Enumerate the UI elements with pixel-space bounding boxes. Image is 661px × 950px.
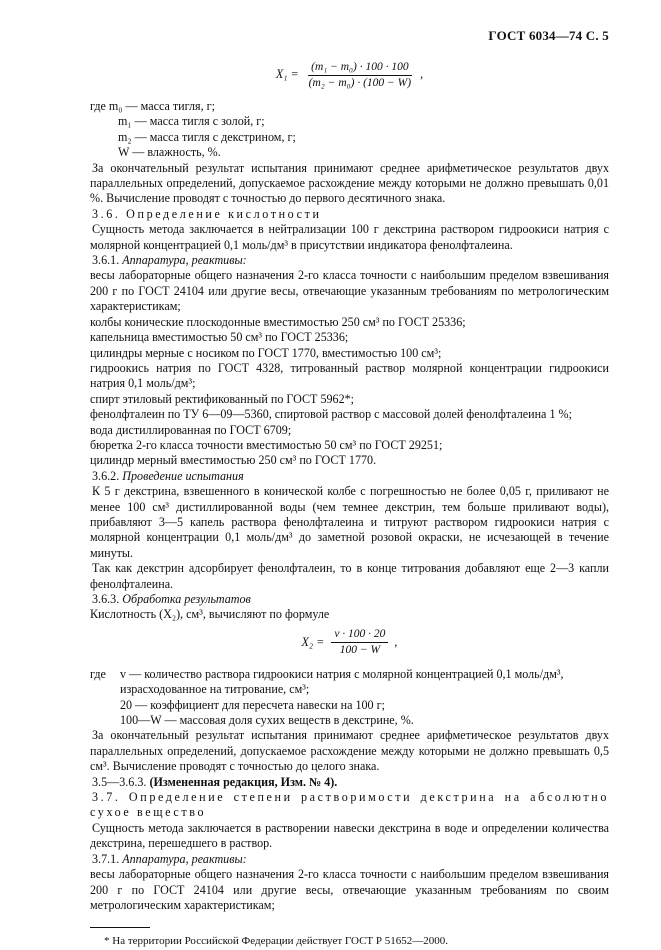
subsection-title: Аппаратура, реактивы:: [122, 851, 247, 866]
subsection-title: Проведение испытания: [122, 468, 244, 483]
formula-ash: [90, 57, 609, 93]
list-item: бюретка 2-го класса точности вместимостью 50 см³ по ГОСТ 29251;: [90, 437, 443, 452]
formula-acidity: [90, 625, 609, 661]
definition-label: где: [90, 666, 106, 681]
formula-tail: ,: [420, 67, 424, 82]
definition-text: v — количество раствора гидроокиси натрия с молярной концентрацией 0,1 моль/дм³, израсходованное на титрование, см³;: [120, 666, 564, 697]
definition-line: m₂ — масса тигля с декстрином, г;: [118, 129, 296, 144]
definition-line: W — влажность, %.: [118, 145, 221, 160]
amendment-text: (Измененная редакция, Изм. № 4).: [149, 774, 338, 789]
section-heading: 3.7. Определение степени растворимости декстрина на абсолютно сухое вещество: [90, 790, 609, 820]
paragraph: Так как декстрин адсорбирует фенолфталеин, то в конце титрования добавляют еще 2—3 капли фенолфталеина.: [90, 561, 609, 591]
footnote: * На территории Российской Федерации действует ГОСТ Р 51652—2000.: [104, 935, 449, 948]
paragraph: Сущность метода заключается в растворении навески декстрина в воде и определении количества декстрина, перешедшего в раствор.: [90, 820, 609, 851]
definition-label: [90, 713, 120, 728]
variable-definitions: [90, 667, 609, 729]
formula-denominator: 100 − W: [339, 644, 381, 657]
formula-numerator: v · 100 · 20: [331, 628, 388, 643]
formula-numerator: (m₁ − m₀) · 100 · 100: [308, 61, 412, 76]
subsection-title: Аппаратура, реактивы:: [122, 253, 247, 268]
definition-row: [90, 667, 609, 698]
subsection-number: 3.6.3.: [92, 592, 120, 606]
formula-lhs: X₁ =: [275, 67, 299, 82]
list-item: вода дистиллированная по ГОСТ 6709;: [90, 422, 292, 437]
subsection-heading: [90, 592, 609, 607]
definition-line: m₁ — масса тигля с золой, г;: [118, 114, 265, 129]
definition-row: [90, 713, 609, 728]
list-item: гидроокись натрия по ГОСТ 4328, титрованный раствор молярной концентрации гидроокиси натрия 0,1 моль/дм³;: [90, 360, 609, 391]
page-header: ГОСТ 6034—74 С. 5: [488, 28, 609, 43]
list-item: весы лабораторные общего назначения 2-го класса точности с наибольшим пределом взвешивания 200 г по ГОСТ 24104 или другие весы, отвечающие указанным требованиям по своим метрологическим характеристикам;: [90, 867, 609, 912]
formula-fraction: [306, 61, 414, 90]
definition-row: [90, 698, 609, 713]
paragraph: За окончательный результат испытания принимают среднее арифметическое результатов двух параллельных определений, допускаемое расхождение между которыми не должно превышать 0,5 см³. Вычисление проводят с точностью до целого знака.: [90, 728, 609, 774]
list-item: фенолфталеин по ТУ 6—09—5360, спиртовой раствор с массовой долей фенолфталеина 1 %;: [90, 407, 572, 422]
list-item: спирт этиловый ректификованный по ГОСТ 5962*;: [90, 391, 355, 406]
list-item: капельница вместимостью 50 см³ по ГОСТ 25336;: [90, 330, 349, 345]
paragraph: Кислотность (X₂), см³, вычисляют по формуле: [90, 607, 330, 622]
definition-text: 100—W — массовая доля сухих веществ в декстрине, %.: [120, 713, 414, 728]
paragraph: К 5 г декстрина, взвешенного в конической колбе с погрешностью не более 0,05 г, приливают не менее 100 см³ дистиллированной воды (чем темнее декстрин, тем больше приливают воды), прибавляют 3—5 капель раствора фенолфталеина и титруют раствором гидроокиси натрия с молярной концентрации 0,1 моль/дм³ до заметной розовой окраски, не исчезающей в течение минуты.: [90, 484, 609, 560]
subsection-heading: [90, 253, 609, 268]
formula-lhs: X₂ =: [301, 635, 325, 650]
formula-tail: ,: [394, 635, 398, 650]
subsection-number: 3.6.1.: [92, 253, 120, 268]
definition-label: [90, 698, 120, 713]
amendment-number: 3.5—3.6.3.: [92, 774, 147, 789]
list-item: весы лабораторные общего назначения 2-го класса точности с наибольшим пределом взвешивания 200 г по ГОСТ 24104 или другие весы, отвечающие указанным требованиям по метрологическим характеристикам;: [90, 268, 609, 314]
variable-definitions: [90, 99, 609, 161]
subsection-heading: [90, 469, 609, 484]
subsection-title: Обработка результатов: [122, 592, 251, 606]
paragraph: За окончательный результат испытания принимают среднее арифметическое результатов двух параллельных определений, допускаемое расхождение между которыми не должно превышать 0,01 %. Вычисление проводят с точностью до первого десятичного знака.: [90, 160, 609, 206]
section-heading: 3.6. Определение кислотности: [92, 206, 322, 221]
list-item: цилиндр мерный вместимостью 250 см³ по ГОСТ 1770.: [90, 453, 377, 468]
subsection-number: 3.6.2.: [92, 468, 120, 483]
definition-text: 20 — коэффициент для пересчета навески на 100 г;: [120, 697, 385, 712]
footnote-divider: [90, 927, 150, 928]
formula-denominator: (m₂ − m₀) · (100 − W): [308, 76, 412, 89]
paragraph: Сущность метода заключается в нейтрализации 100 г декстрина раствором гидроокиси натрия с молярной концентрацией 0,1 моль/дм³ в присутствии индикатора фенолфталеина.: [90, 222, 609, 252]
list-item: цилиндры мерные с носиком по ГОСТ 1770, вместимостью 100 см³;: [90, 345, 442, 360]
definition-line: где m₀ — масса тигля, г;: [90, 99, 215, 113]
subsection-number: 3.7.1.: [92, 851, 120, 866]
page-content: [90, 55, 609, 950]
subsection-heading: [90, 852, 609, 867]
list-item: колбы конические плоскодонные вместимостью 250 см³ по ГОСТ 25336;: [90, 314, 466, 329]
amendment-note: [90, 775, 609, 790]
formula-fraction: [331, 628, 388, 657]
